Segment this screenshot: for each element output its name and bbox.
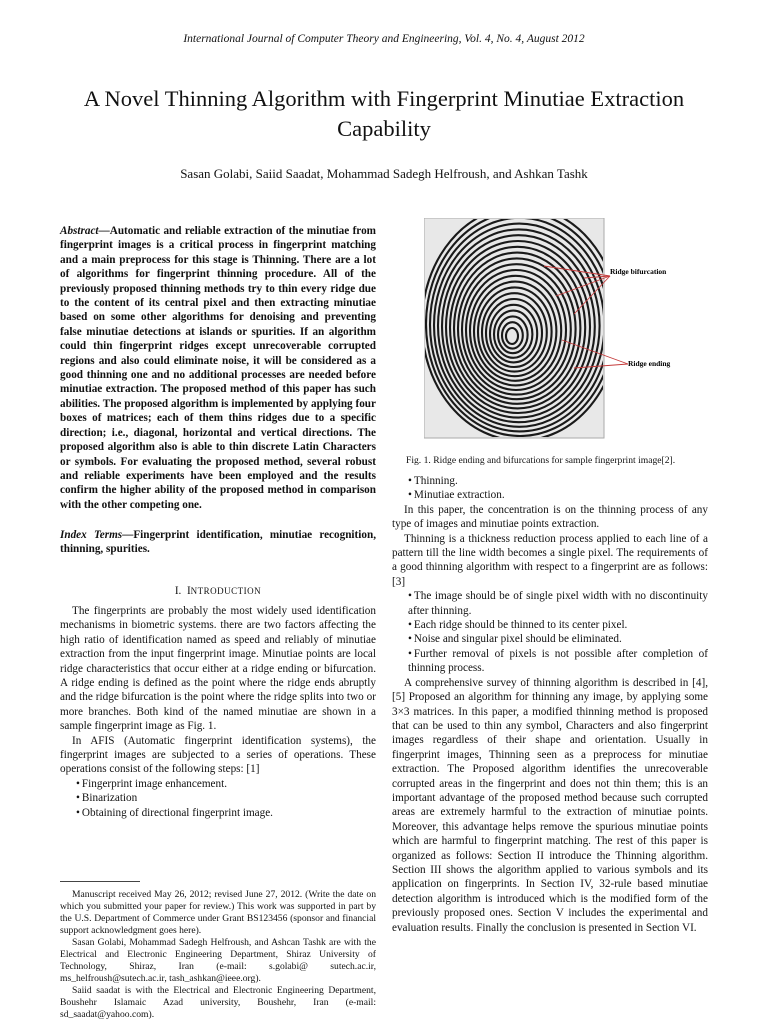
right-column-body bbox=[392, 474, 708, 935]
list-item: • Obtaining of directional fingerprint image. bbox=[76, 806, 376, 820]
list-item: • Minutiae extraction. bbox=[408, 488, 708, 502]
intro-paragraph-1: The fingerprints are probably the most widely used identification mechanisms in biometric systems. there are two factors affecting the high ratio of identification named as speed and reliably of minutiae extraction from the input fingerprint image. Minutiae points are local ridge characteristics that occur either at a ridge ending or bifurcation. A ridge ending is defined as the point where the ridge ends abruptly and the ridge bifurcation is the point where the ridge splits into two or more branches. Both kind of the named minutiae are shown in a sample fingerprint image as Fig. 1. bbox=[60, 605, 376, 733]
ridge-ending-label: Ridge ending bbox=[628, 359, 671, 368]
requirements-list bbox=[392, 589, 708, 675]
journal-header: International Journal of Computer Theory and Engineering, Vol. 4, No. 4, August 2012 bbox=[183, 33, 585, 45]
abstract-lead: Abstract bbox=[60, 225, 99, 237]
list-item: • Noise and singular pixel should be eliminated. bbox=[408, 632, 708, 646]
fingerprint-figure bbox=[424, 218, 714, 448]
abstract bbox=[60, 224, 376, 512]
intro-paragraph-2: In AFIS (Automatic fingerprint identification systems), the fingerprint images are subjected to a series of operations. These operations consist of the following steps: [1] bbox=[60, 734, 376, 776]
footnote-paragraph-3: Saiid saadat is with the Electrical and Electronic Engineering Department, Boushehr Islamaic Azad university, Boushehr, Iran (e-mail: sd_saadat@yahoo.com). bbox=[60, 985, 376, 1020]
list-item: • Each ridge should be thinned to its center pixel. bbox=[408, 618, 708, 632]
right-paragraph-2: Thinning is a thickness reduction process applied to each line of a pattern till the line width becomes a single pixel. The requirements of a good thinning algorithm with respect to a fingerprint are as follows: [3] bbox=[392, 532, 708, 588]
section-heading-introduction bbox=[60, 585, 376, 597]
right-paragraph-3: A comprehensive survey of thinning algorithm is described in [4], [5] Proposed an algorithm for thinning any image, by applying some 3×3 matrices. In this paper, a modified thinning method is proposed that can be used to thin any symbol, Characters and also fingerprint images regardless of their shape and orientation. Usually in fingerprint images, Thinning seen as a preprocess for minutiae extraction. The Proposed algorithm identifies the unrecoverable corrupted areas in the fingerprint and does not thin them; this is an important advantage of the proposed method because such corrupted areas are extremely harmful to the extraction of minutiae points. Moreover, this advantage helps remove the spurious minutiae points which are harmful to fingerprint matching. The rest of this paper is organized as follows: Section II introduce the Thinning algorithm. Section III shows the algorithm applied to various symbols and its application on fingerprints. In Section IV, 32-rule based minutiae detection algorithm is introduced which is the modified form of the previously proposed ones. Section V includes the experimental and evaluation results. Finally the conclusion is presented in Section VI. bbox=[392, 676, 708, 934]
index-terms bbox=[60, 528, 376, 557]
footnote-paragraph-2: Sasan Golabi, Mohammad Sadegh Helfroush, and Ashcan Tashk are with the Electrical and Electronic Engineering Department, Shiraz University of Technology, Shiraz, Iran (e-mail: s.golabi@ sutech.ac.ir, ms_helfroush@sutech.ac.ir, tash_ashkan@ieee.org). bbox=[60, 937, 376, 984]
section-number: I. bbox=[174, 585, 182, 597]
list-item: • Further removal of pixels is not possible after completion of thinning process. bbox=[408, 647, 708, 676]
introduction-body bbox=[60, 604, 376, 820]
figure-caption: Fig. 1. Ridge ending and bifurcations for sample fingerprint image[2]. bbox=[406, 455, 676, 466]
footnote-paragraph-1: Manuscript received May 26, 2012; revised June 27, 2012. (Write the date on which you submitted your paper for review.) This work was supported in part by the U.S. Department of Commerce under Grant BS123456 (sponsor and financial support acknowledgment goes here). bbox=[60, 889, 376, 936]
ridge-bifurcation-label: Ridge bifurcation bbox=[610, 267, 667, 276]
right-paragraph-1: In this paper, the concentration is on the thinning process of any type of images and minutiae points extraction. bbox=[392, 503, 708, 531]
list-item: • The image should be of single pixel width with no discontinuity after thinning. bbox=[408, 589, 708, 618]
index-terms-lead: Index Terms bbox=[60, 529, 123, 541]
abstract-text: —Automatic and reliable extraction of the minutiae from fingerprint images is a critical process in fingerprint matching and a main preprocess for this stage is Thinning. There are a lot of algorithms for fingerprint thinning procedure. All of the previously proposed thinning methods try to thin every ridge due to the content of its central pixel and then extracting minutiae based on some other algorithms for denoising and preventing false minutiae detections at islands or spurities. If an algorithm could thin fingerprint ridges except unrecoverable corrupted regions and also could eliminate noise, it will be considered as a good thinning one and no additional processes are needed before minutiae extraction. The proposed method of this paper has such abilities. The proposed algorithm is implemented by applying four boxes of matrices; each of them thins ridges due to a specific direction; i.e., diagonal, horizontal and vertical directions. The proposed algorithm also is able to thin discrete Latin Characters or symbols. For evaluating the proposed method, several robust and reliable experiments have been employed and the results confirm the higher ability of the proposed method in comparison with the other competing one. bbox=[60, 225, 376, 511]
paper-title: A Novel Thinning Algorithm with Fingerprint Minutiae Extraction Capability bbox=[83, 86, 685, 141]
section-title-rest: NTRODUCTION bbox=[190, 586, 262, 596]
afis-steps-list bbox=[60, 777, 376, 820]
list-item: • Thinning. bbox=[408, 474, 708, 488]
footnote-divider bbox=[60, 881, 140, 882]
author-list: Sasan Golabi, Saiid Saadat, Mohammad Sadegh Helfroush, and Ashkan Tashk bbox=[180, 166, 588, 181]
footnote bbox=[60, 889, 376, 1021]
list-item: • Binarization bbox=[76, 791, 376, 805]
section-title-first: I bbox=[186, 585, 191, 597]
process-list bbox=[392, 474, 708, 503]
list-item: • Fingerprint image enhancement. bbox=[76, 777, 376, 791]
index-terms-text: —Fingerprint identification, minutiae recognition, thinning, spurities. bbox=[60, 529, 376, 556]
